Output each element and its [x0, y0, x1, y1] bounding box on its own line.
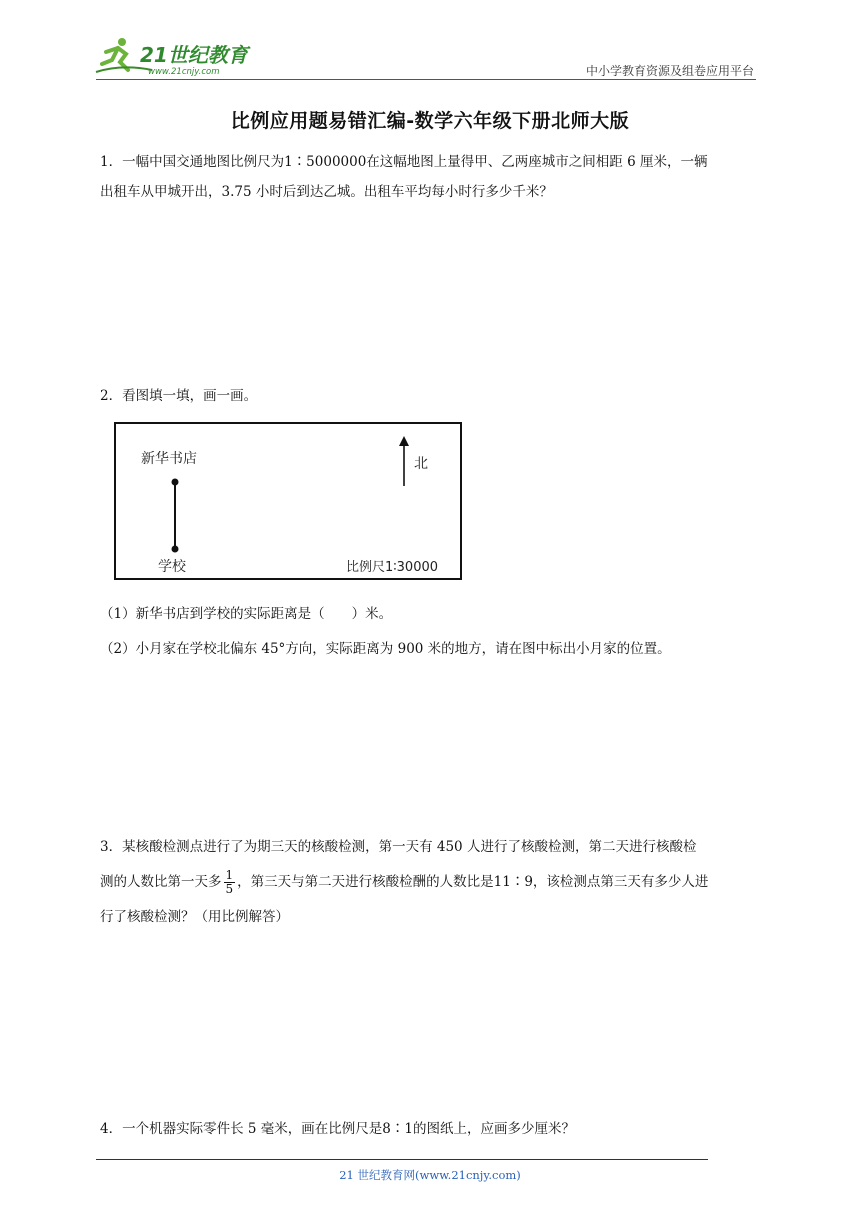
- bookstore-label: 新华书店: [141, 451, 197, 467]
- question-1-line-2: 出租车从甲城开出，3.75 小时后到达乙城。出租车平均每小时行多少千米？: [100, 184, 553, 200]
- fraction-one-fifth: [224, 869, 236, 896]
- school-point: [172, 546, 179, 553]
- question-2-sub-2: （2）小月家在学校北偏东 45°方向，实际距离为 900 米的地方，请在图中标出小月家的位置。: [100, 641, 671, 657]
- question-3-line-2: [100, 862, 760, 902]
- page-title: 比例应用题易错汇编-数学六年级下册北师大版: [230, 110, 630, 132]
- header-platform-text: 中小学教育资源及组卷应用平台: [585, 64, 754, 78]
- scale-label: 比例尺1∶30000: [346, 560, 439, 575]
- map-frame: [115, 423, 461, 579]
- logo: [92, 34, 262, 78]
- fraction-numerator: 1: [225, 868, 234, 882]
- question-3: [100, 832, 760, 932]
- question-3-line-2-end: ，第三天与第二天进行核酸检酬的人数比是11∶9，该检测点第三天有多少人进: [237, 874, 709, 890]
- question-4: [100, 1114, 760, 1144]
- footer-link[interactable]: 21 世纪教育网(www.21cnjy.com): [339, 1168, 521, 1182]
- header-divider: [96, 79, 756, 80]
- logo-text: 21世纪教育: [140, 43, 248, 67]
- question-1-line-1: 1．一幅中国交通地图比例尺为1∶5000000在这幅地图上量得甲、乙两座城市之间相距 6 厘米，一辆: [100, 154, 708, 170]
- question-2: [100, 381, 760, 411]
- question-4-line-1: 4．一个机器实际零件长 5 毫米，画在比例尺是8∶1的图纸上，应画多少厘米？: [100, 1121, 575, 1137]
- footer-divider: [96, 1159, 708, 1160]
- north-label: 北: [414, 456, 428, 472]
- logo-url: www.21cnjy.com: [148, 67, 220, 77]
- map-diagram: [114, 422, 462, 580]
- question-3-line-2-start: 测的人数比第一天多: [100, 874, 222, 890]
- question-3-line-1: 3．某核酸检测点进行了为期三天的核酸检测，第一天有 450 人进行了核酸检测，第二天进行核酸检: [100, 839, 697, 855]
- question-2-line-1: 2．看图填一填，画一画。: [100, 388, 258, 404]
- school-label: 学校: [158, 559, 186, 575]
- question-3-line-3: 行了核酸检测？（用比例解答）: [100, 909, 289, 925]
- question-2-sub-1: （1）新华书店到学校的实际距离是（ ）米。: [100, 606, 393, 622]
- fraction-denominator: 5: [225, 882, 234, 896]
- question-1: [100, 147, 760, 207]
